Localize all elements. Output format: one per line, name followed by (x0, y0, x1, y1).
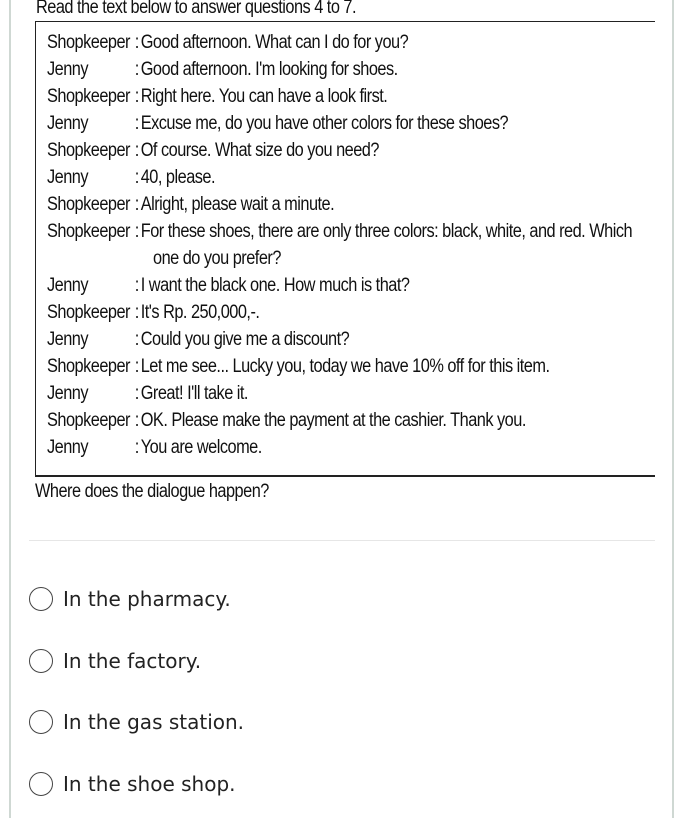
colon: : (134, 410, 139, 431)
speaker-name: Shopkeeper (47, 194, 130, 215)
utterance: Good afternoon. What can I do for you? (140, 32, 409, 53)
utterance: Of course. What size do you need? (140, 140, 379, 161)
utterance: Right here. You can have a look first. (140, 86, 388, 107)
left-border (9, 0, 11, 818)
utterance: Great! I'll take it. (140, 383, 248, 404)
answer-option-gas-station[interactable] (29, 707, 244, 737)
answer-option-pharmacy[interactable] (29, 584, 231, 614)
radio-button[interactable] (29, 772, 53, 796)
speaker-name: Jenny (47, 329, 89, 350)
speaker-name: Shopkeeper (47, 221, 130, 242)
utterance: You are welcome. (140, 437, 262, 458)
colon: : (134, 194, 139, 215)
colon: : (134, 113, 139, 134)
speaker-name: Shopkeeper (47, 86, 130, 107)
utterance: Good afternoon. I'm looking for shoes. (140, 59, 398, 80)
utterance: OK. Please make the payment at the cashier. Thank you. (140, 410, 526, 431)
colon: : (134, 383, 139, 404)
speaker-name: Shopkeeper (47, 302, 130, 323)
colon: : (134, 221, 139, 242)
option-label: In the gas station. (63, 710, 245, 734)
radio-button[interactable] (29, 710, 53, 734)
speaker-name: Shopkeeper (47, 32, 130, 53)
colon: : (134, 356, 139, 377)
speaker-name: Shopkeeper (47, 140, 130, 161)
option-label: In the factory. (63, 649, 202, 673)
speaker-name: Jenny (47, 167, 89, 188)
colon: : (134, 329, 139, 350)
radio-button[interactable] (29, 587, 53, 611)
speaker-name: Jenny (47, 383, 89, 404)
utterance: Excuse me, do you have other colors for these shoes? (140, 113, 509, 134)
radio-button[interactable] (29, 649, 53, 673)
question-text: Where does the dialogue happen? (35, 481, 269, 502)
utterance: Alright, please wait a minute. (140, 194, 335, 215)
colon: : (134, 302, 139, 323)
utterance: For these shoes, there are only three colors: black, white, and red. Which (140, 221, 633, 242)
colon: : (134, 437, 139, 458)
utterance: Could you give me a discount? (140, 329, 350, 350)
speaker-name: Jenny (47, 59, 89, 80)
colon: : (134, 59, 139, 80)
utterance-continuation: one do you prefer? (153, 248, 281, 269)
utterance: I want the black one. How much is that? (140, 275, 410, 296)
colon: : (134, 167, 139, 188)
divider (29, 540, 655, 541)
speaker-name: Jenny (47, 437, 89, 458)
utterance: 40, please. (140, 167, 216, 188)
utterance: It's Rp. 250,000,-. (140, 302, 260, 323)
colon: : (134, 32, 139, 53)
colon: : (134, 86, 139, 107)
answer-option-shoe-shop[interactable] (29, 769, 236, 799)
speaker-name: Shopkeeper (47, 356, 130, 377)
option-label: In the pharmacy. (63, 587, 231, 611)
passage-intro: Read the text below to answer questions 4 to 7. (36, 0, 357, 18)
answer-option-factory[interactable] (29, 646, 201, 676)
dialogue-box (35, 21, 655, 477)
option-label: In the shoe shop. (63, 772, 236, 796)
speaker-name: Jenny (47, 113, 89, 134)
colon: : (134, 275, 139, 296)
speaker-name: Shopkeeper (47, 410, 130, 431)
utterance: Let me see... Lucky you, today we have 10% off for this item. (140, 356, 550, 377)
colon: : (134, 140, 139, 161)
speaker-name: Jenny (47, 275, 89, 296)
